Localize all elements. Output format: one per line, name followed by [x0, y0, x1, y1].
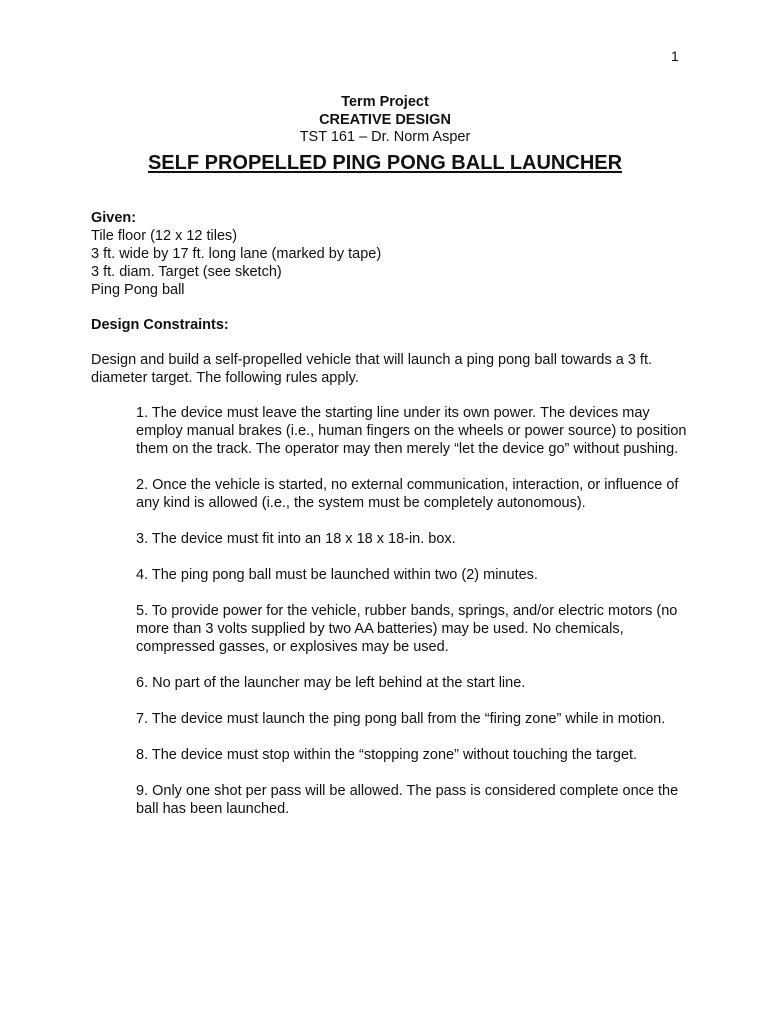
given-item: Tile floor (12 x 12 tiles) — [91, 228, 238, 244]
header-course-name: CREATIVE DESIGN — [319, 111, 451, 128]
rule-item: 4. The ping pong ball must be launched within two (2) minutes. — [136, 567, 538, 583]
rule-item: 1. The device must leave the starting line under its own power. The devices may employ manual brakes (i.e., human fingers on the wheels or power source) to position them on the track. The operator may then merely “let the device go” without pushing. — [136, 405, 687, 457]
rule-item: 5. To provide power for the vehicle, rubber bands, springs, and/or electric motors (no more than 3 volts supplied by two AA batteries) may be used. No chemicals, compressed gasses, or explosives may be used. — [136, 603, 678, 655]
page-number: 1 — [671, 48, 679, 64]
given-item: Ping Pong ball — [91, 282, 185, 298]
design-constraints-heading: Design Constraints: — [91, 317, 229, 333]
design-constraints-intro: Design and build a self-propelled vehicle that will launch a ping pong ball towards a 3 ft. diameter target. The following rules apply. — [91, 352, 653, 386]
given-item: 3 ft. diam. Target (see sketch) — [91, 264, 282, 280]
given-heading: Given: — [91, 210, 137, 226]
document-title: SELF PROPELLED PING PONG BALL LAUNCHER — [147, 151, 623, 174]
rule-item: 6. No part of the launcher may be left behind at the start line. — [136, 675, 526, 691]
rule-item: 8. The device must stop within the “stopping zone” without touching the target. — [136, 747, 638, 763]
rule-item: 2. Once the vehicle is started, no external communication, interaction, or influence of any kind is allowed (i.e., the system must be completely autonomous). — [136, 477, 679, 511]
given-section — [91, 209, 691, 299]
rules-list — [136, 404, 691, 836]
document-header — [0, 94, 770, 175]
header-course-instructor: TST 161 – Dr. Norm Asper — [299, 129, 471, 145]
header-term-project: Term Project — [341, 94, 429, 110]
rule-item: 7. The device must launch the ping pong ball from the “firing zone” while in motion. — [136, 711, 666, 727]
rule-item: 9. Only one shot per pass will be allowed. The pass is considered complete once the ball has been launched. — [136, 783, 679, 817]
given-item: 3 ft. wide by 17 ft. long lane (marked by tape) — [91, 246, 382, 262]
rule-item: 3. The device must fit into an 18 x 18 x 18-in. box. — [136, 531, 456, 547]
